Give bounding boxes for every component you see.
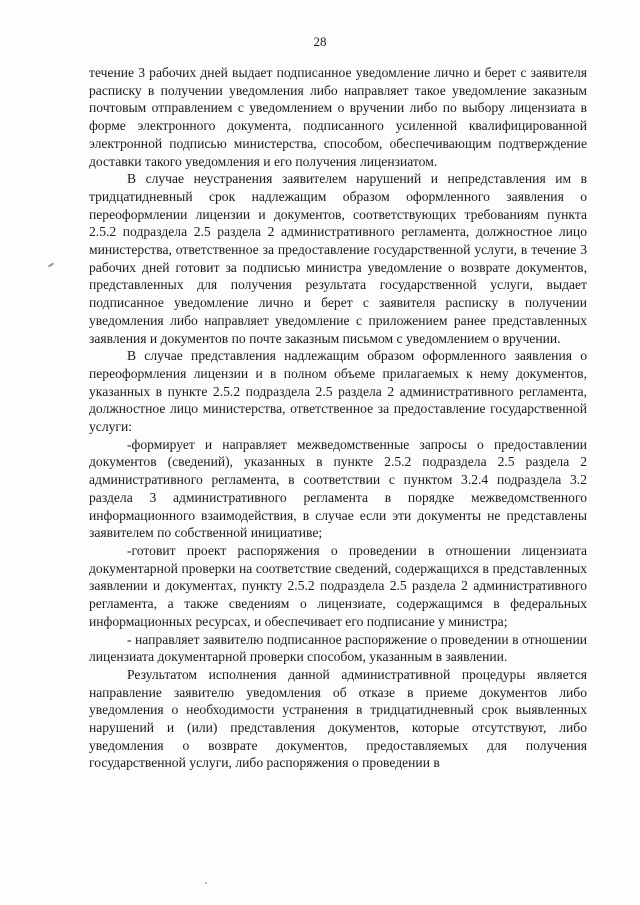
- paragraph: -формирует и направляет межведомственные запросы о предоставлении документов (сведений), указанных в пункте 2.5.2 подраздела 2.5 раздела 2 административного регламента, в соответствии с пунктом 3.2.4 подраздела 3.2 раздела 3 административного регламента в порядке межведомственного информационного взаимодействия, в случае если эти документы не представлены заявителем по собственной инициативе;: [89, 436, 587, 541]
- paragraph: В случае неустранения заявителем нарушений и непредставления им в тридцатидневный срок надлежащим образом оформленного заявления о переоформлении лицензии и документов, соответствующих требованиям пункта 2.5.2 подраздела 2.5 раздела 2 административного регламента, должностное лицо министерства, ответственное за предоставление государственной услуги, в течение 3 рабочих дней готовит за подписью министра уведомление о возврате документов, представленных для получения результата государственной услуги, выдает подписанное уведомление лично и берет с заявителя расписку в получении уведомления либо направляет уведомление с приложением ранее представленных заявления и документов по почте заказным письмом с уведомлением о вручении.: [89, 171, 587, 346]
- paragraph: В случае представления надлежащим образом оформленного заявления о переоформления лицензии и в полном объеме прилагаемых к нему документов, указанных в пункте 2.5.2 подраздела 2.5 раздела 2 административного регламента, должностное лицо министерства, ответственное за предоставление государственной услуги:: [89, 348, 587, 435]
- paragraph: Результатом исполнения данной административной процедуры является направление заявителю уведомления об отказе в приеме документов либо уведомления о необходимости устранения в тридцатидневный срок выявленных нарушений и (или) представления документов, которые отсутствуют, либо уведомления о возврате документов, предоставляемых для получения государственной услуги, либо распоряжения о проведении в: [89, 666, 587, 771]
- paragraph: -готовит проект распоряжения о проведении в отношении лицензиата документарной проверки на соответствие сведений, содержащихся в представленных заявлении и документах, пункту 2.5.2 подраздела 2.5 раздела 2 административного регламента, а также сведениям о лицензиате, содержащимся в федеральных информационных ресурсах, и обеспечивает его подписание у министра;: [89, 542, 587, 629]
- paragraph: - направляет заявителю подписанное распоряжение о проведении в отношении лицензиата документарной проверки способом, указанным в заявлении.: [89, 631, 587, 665]
- paragraph: течение 3 рабочих дней выдает подписанное уведомление лично и берет с заявителя расписку в получении уведомления либо направляет такое уведомление заказным почтовым отправлением с уведомлением о вручении либо по выбору лицензиата в форме электронного документа, подписанного усиленной квалифицированной электронной подписью министерства, способом, обеспечивающим подтверждение доставки такого уведомления и его получения лицензиатом.: [89, 65, 587, 169]
- margin-pen-mark: [48, 262, 54, 267]
- body-text: [89, 64, 587, 772]
- page-number: 28: [313, 34, 327, 49]
- scan-speck: [205, 882, 207, 884]
